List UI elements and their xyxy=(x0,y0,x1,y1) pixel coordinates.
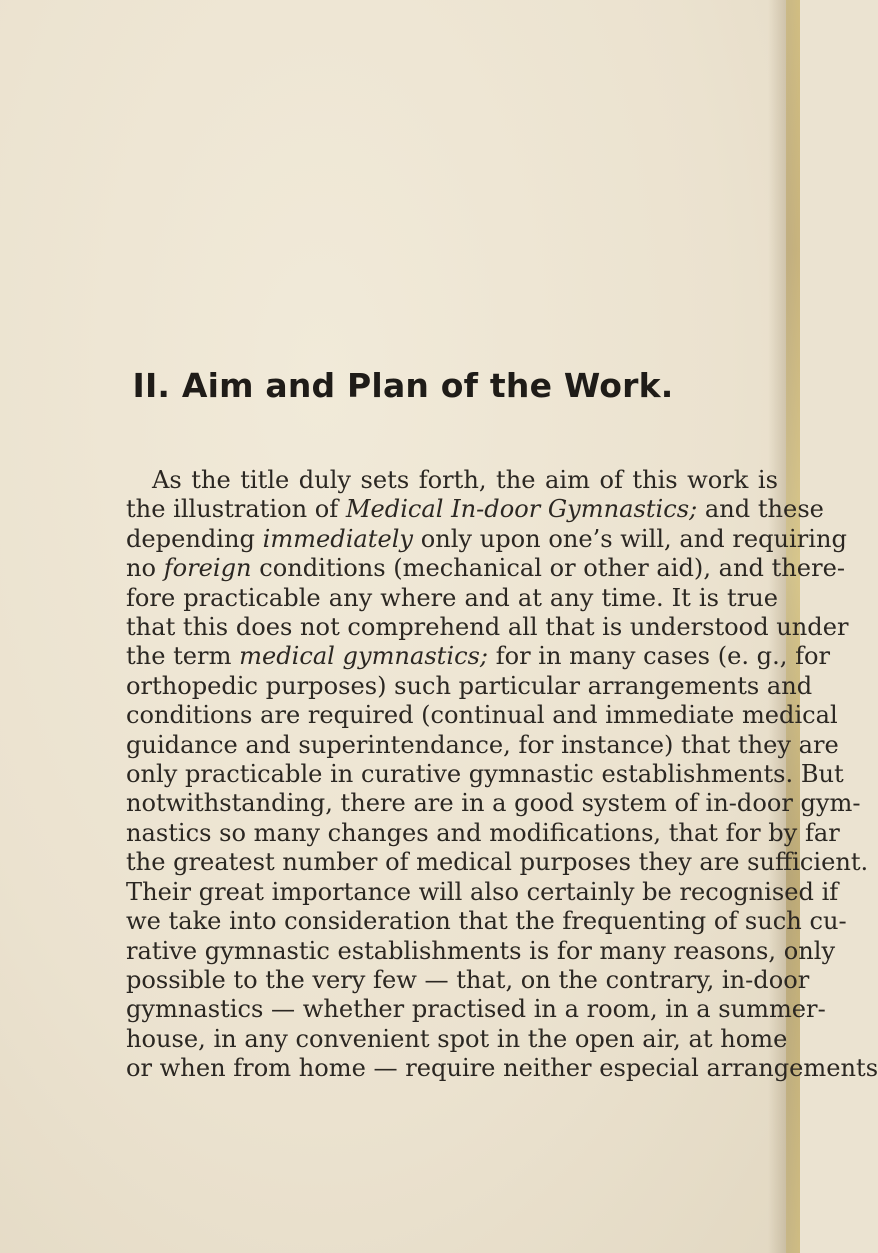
text-run: Their great importance will also certainly be recognised if xyxy=(126,877,839,906)
text-line xyxy=(126,524,847,554)
text-run: notwithstanding, there are in a good system of in-door gym- xyxy=(126,789,861,818)
text-line xyxy=(126,554,845,583)
text-line xyxy=(126,642,831,671)
text-run: house, in any convenient spot in the open air, at home xyxy=(126,1024,788,1053)
text-line xyxy=(126,1024,788,1054)
text-line xyxy=(126,965,810,995)
text-line xyxy=(126,995,826,1024)
text-run: orthopedic purposes) such particular arrangements and xyxy=(126,671,813,700)
italic-text-run: medical gymnastics; xyxy=(239,642,489,671)
text-line xyxy=(126,818,840,848)
text-line xyxy=(126,936,836,966)
text-line xyxy=(126,584,778,613)
text-run: or when from home — require neither especial arrangements xyxy=(126,1054,878,1083)
italic-text-run: immediately xyxy=(262,524,414,553)
text-run: the illustration of xyxy=(126,495,346,524)
text-run: fore practicable any where and at any time. It is true xyxy=(126,583,778,612)
text-run: and these xyxy=(697,495,824,524)
text-run: only practicable in curative gymnastic establishments. But xyxy=(126,760,844,789)
text-run: As the title duly sets forth, the aim of this work is xyxy=(152,466,778,494)
text-run: rative gymnastic establishments is for many reasons, only xyxy=(126,936,836,965)
text-line xyxy=(126,760,844,789)
text-run: for in many cases (e. g., for xyxy=(488,642,831,671)
text-line xyxy=(126,671,813,701)
text-run: gymnastics — whether practised in a room, in a summer- xyxy=(126,995,826,1024)
text-line xyxy=(126,1054,878,1083)
text-run: possible to the very few — that, on the contrary, in-door xyxy=(126,965,810,994)
text-line xyxy=(126,613,849,642)
text-run: we take into consideration that the frequenting of such cu- xyxy=(126,907,847,936)
text-line xyxy=(126,789,861,818)
text-run: only upon one’s will, and requiring xyxy=(413,524,847,553)
text-run: the term xyxy=(126,642,240,671)
text-line xyxy=(126,848,869,877)
text-line xyxy=(126,466,778,495)
text-line xyxy=(126,701,838,730)
text-line xyxy=(126,877,839,907)
text-line xyxy=(126,730,839,760)
text-line xyxy=(126,907,847,936)
text-run: that this does not comprehend all that is understood under xyxy=(126,613,849,642)
text-line xyxy=(126,495,824,524)
text-run: depending xyxy=(126,524,263,553)
text-run: nastics so many changes and modifications, that for by far xyxy=(126,818,840,847)
text-run: no xyxy=(126,554,164,583)
text-run: guidance and superintendance, for instance) that they are xyxy=(126,730,839,759)
body-paragraph xyxy=(126,466,878,1084)
text-run: conditions are required (continual and immediate medical xyxy=(126,701,838,730)
italic-text-run: Medical In-door Gymnastics; xyxy=(345,495,698,524)
text-run: the greatest number of medical purposes they are sufficient. xyxy=(126,848,869,877)
section-heading: II. Aim and Plan of the Work. xyxy=(132,366,674,405)
text-run: conditions (mechanical or other aid), and there- xyxy=(251,554,845,583)
italic-text-run: foreign xyxy=(163,554,252,583)
